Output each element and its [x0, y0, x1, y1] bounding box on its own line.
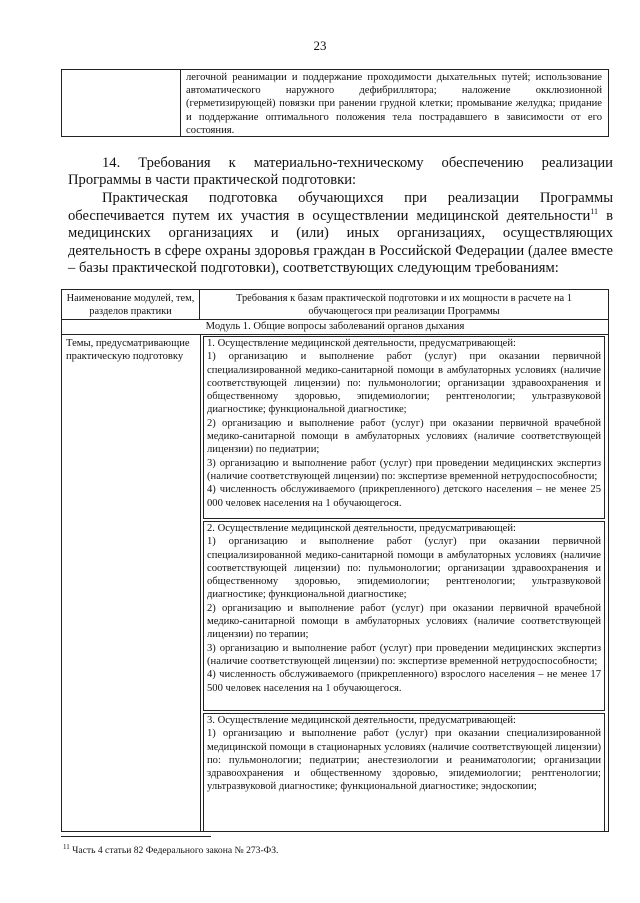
block1-line: 1. Осуществление медицинской деятельности, предусматривающей:	[207, 338, 516, 349]
paragraph-text-end: в медицинских организациях и (или) иных организациях, осуществляющих деятельность в сфере охраны здоровья граждан в Российской Федерации (далее вместе – базы практической подготовки), соответствующих следующим требованиям:	[68, 207, 613, 276]
footnote-rule	[61, 836, 211, 837]
block2-line: 4) численность обслуживаемого (прикрепленного) взрослого населения – не менее 17 500 человек населения на 1 обучающегося.	[207, 669, 601, 694]
block3-line: 3. Осуществление медицинской деятельности, предусматривающей:	[207, 715, 516, 726]
header-requirements: Требования к базам практической подготовки и их мощности в расчете на 1 обучающегося при реализации Программы	[200, 290, 608, 320]
module-title: Модуль 1. Общие вопросы заболеваний органов дыхания	[62, 320, 608, 335]
block3-line: 1) организацию и выполнение работ (услуг) при оказании специализированной медицинской помощи в стационарных условиях (наличие соответствующей лицензии) по: пульмонологии; педиатрии; анестезиологии и реаниматологии; организации здравоохранения и общественному здоровью, эпидемиологии; рентгенологии; ультразвуковой диагностике; функциональной диагностике; эндоскопии;	[207, 728, 601, 793]
footnote-text: Часть 4 статьи 82 Федерального закона № 273-ФЗ.	[69, 845, 279, 856]
requirement-block-1	[203, 336, 605, 519]
requirements-column	[203, 335, 605, 831]
footnote-ref: 11	[590, 206, 599, 216]
page-number: 23	[313, 38, 327, 53]
block2-line: 1) организацию и выполнение работ (услуг) при оказании первичной специализированной медико-санитарной помощи в амбулаторных условиях (наличие соответствующей лицензии) по: пульмонологии; организации здравоохранения и общественному здоровью, эпидемиологии; рентгенологии; ультразвуковой диагностике; функциональной диагностике;	[207, 536, 601, 601]
continuation-table	[61, 69, 609, 137]
footnote	[63, 843, 278, 856]
section-paragraph	[68, 190, 613, 278]
block2-line: 2. Осуществление медицинской деятельности, предусматривающей:	[207, 523, 516, 534]
header-modules: Наименование модулей, тем, разделов практики	[62, 290, 200, 320]
continuation-left-cell	[62, 70, 181, 136]
section-heading	[68, 155, 613, 189]
paragraph-text-start: Практическая подготовка обучающихся при реализации Программы обеспечивается путем их участия в осуществлении медицинской деятельности	[68, 190, 613, 224]
requirement-block-3	[203, 713, 605, 832]
section-heading-text: 14. Требования к материально-техническому обеспечению реализации Программы в части практической подготовки:	[68, 155, 613, 188]
requirements-table	[61, 289, 609, 832]
continuation-right-cell: легочной реанимации и поддержание проходимости дыхательных путей; использование автоматического наружного дефибриллятора; наложение окклюзионной (герметизирующей) повязки при ранении грудной клетки; промывание желудка; придание и поддержание оптимального положения тела пострадавшего в зависимости от его состояния.	[186, 72, 602, 136]
block2-line: 3) организацию и выполнение работ (услуг) при проведении медицинских экспертиз (наличие соответствующей лицензии) по: экспертизе временной нетрудоспособности;	[207, 642, 601, 667]
block1-line: 3) организацию и выполнение работ (услуг) при проведении медицинских экспертиз (наличие соответствующей лицензии) по: экспертизе временной нетрудоспособности;	[207, 457, 601, 482]
block1-line: 2) организацию и выполнение работ (услуг) при оказании первичной врачебной медико-санитарной помощи в амбулаторных условиях (наличие соответствующей лицензии) по педиатрии;	[207, 417, 601, 456]
block1-line: 1) организацию и выполнение работ (услуг) при оказании первичной специализированной медико-санитарной помощи в амбулаторных условиях (наличие соответствующей лицензии) по: пульмонологии; организации здравоохранения и общественному здоровью, эпидемиологии; рентгенологии; ультразвуковой диагностике; функциональной диагностике;	[207, 351, 601, 416]
footnote-number: 11	[63, 843, 70, 851]
column-divider	[200, 335, 201, 831]
block2-line: 2) организацию и выполнение работ (услуг) при оказании первичной врачебной медико-санитарной помощи в амбулаторных условиях (наличие соответствующей лицензии) по терапии;	[207, 602, 601, 641]
block1-line: 4) численность обслуживаемого (прикрепленного) детского населения – не менее 25 000 человек населения на 1 обучающегося.	[207, 484, 601, 509]
requirement-block-2	[203, 521, 605, 711]
themes-cell: Темы, предусматривающие практическую подготовку	[66, 338, 190, 362]
